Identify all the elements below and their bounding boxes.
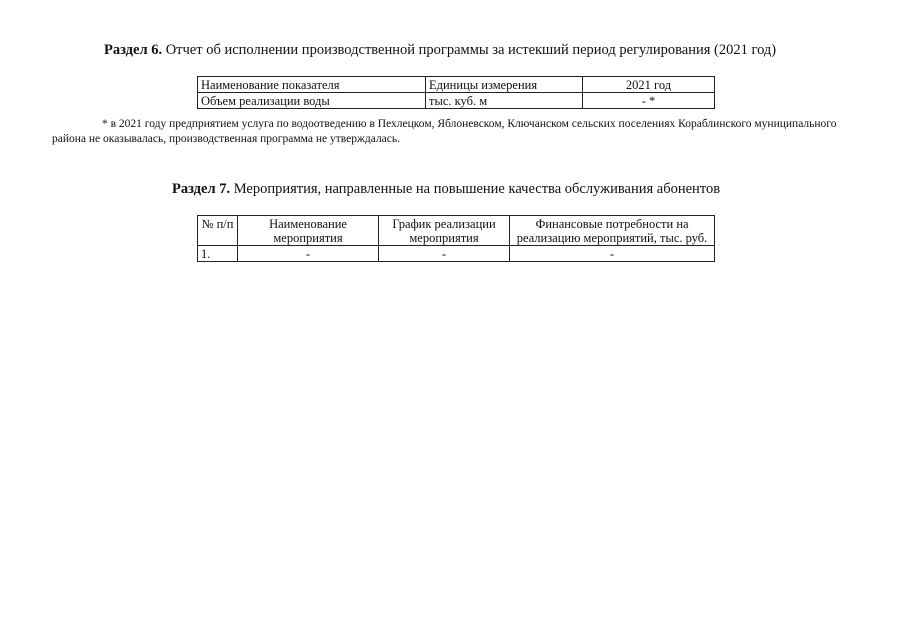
column-header: 2021 год [583,77,715,93]
section-6-label: Раздел 6. [104,42,163,58]
footnote-text: * в 2021 году предприятием услуга по водоотведению в Пехлецком, Яблоневском, Ключанском сельских поселениях Кораблинского муниципального района не оказывалась, производственная программа не утверждалась. [52,118,837,145]
table-cell: тыс. куб. м [426,93,583,109]
table-cell: 1. [198,246,238,262]
section-7-label: Раздел 7. [172,181,231,197]
footnote [52,117,852,147]
section-7-title: Мероприятия, направленные на повышение качества обслуживания абонентов [230,181,721,197]
table-header-row [198,216,715,246]
column-header: Наименование показателя [198,77,426,93]
column-header: Наименование мероприятия [238,216,379,246]
table-row [198,246,715,262]
section-7-heading [172,181,720,198]
column-header: № п/п [198,216,238,246]
table-cell: Объем реализации воды [198,93,426,109]
table-cell: - [379,246,510,262]
table-cell: - [510,246,715,262]
table-cell: - [238,246,379,262]
section-6-title: Отчет об исполнении производственной программы за истекший период регулирования (2021 год) [162,42,777,58]
column-header: График реализации мероприятия [379,216,510,246]
section-6-table [197,76,715,109]
column-header: Единицы измерения [426,77,583,93]
section-6-heading [104,42,776,59]
table-cell: - * [583,93,715,109]
table-row [198,93,715,109]
table-header-row [198,77,715,93]
column-header: Финансовые потребности на реализацию мероприятий, тыс. руб. [510,216,715,246]
section-7-table [197,215,715,262]
